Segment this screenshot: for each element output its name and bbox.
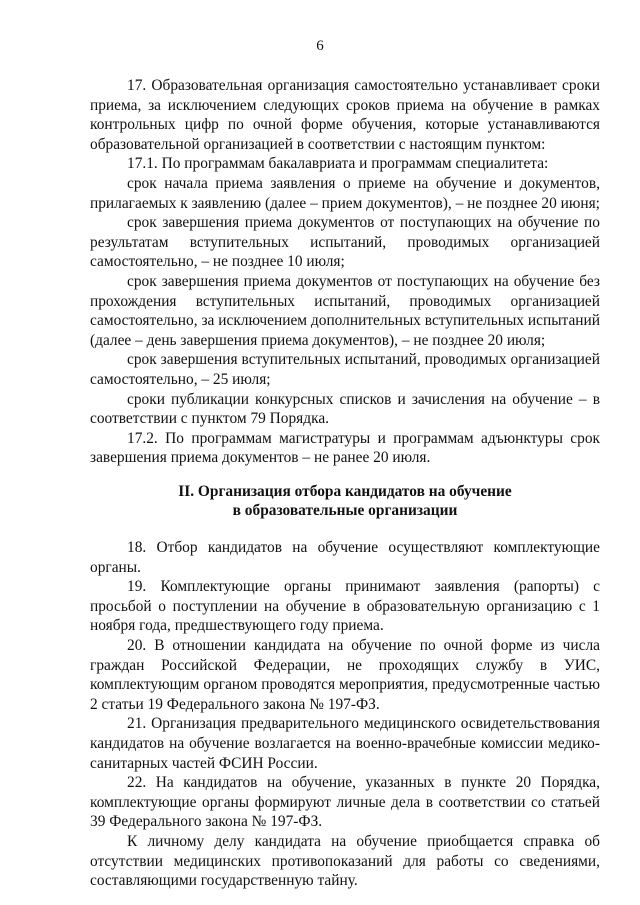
paragraph-publication: сроки публикации конкурсных списков и зачисления на обучение – в соответствии с пунктом 79 Порядка. (90, 390, 600, 428)
paragraph-17: 17. Образовательная организация самостоятельно устанавливает сроки приема, за исключением следующих сроков приема на обучение в рамках контрольных цифр по очной форме обучения, которые устанавливаются образовательной организацией в соответствии с настоящим пунктом: (90, 77, 600, 153)
section-heading (90, 482, 600, 521)
paragraph-22: 22. На кандидатов на обучение, указанных в пункте 20 Порядка, комплектующие органы формируют личные дела в соответствии со статьей 39 Федерального закона № 197-ФЗ. (90, 774, 600, 831)
paragraph-21: 21. Организация предварительного медицинского освидетельствования кандидатов на обучение возлагается на военно-врачебные комиссии медико-санитарных частей ФСИН России. (90, 715, 600, 772)
paragraph-end-of-exams: срок завершения вступительных испытаний, проводимых организацией самостоятельно, – 25 июля; (90, 351, 600, 388)
section-heading-line-1: II. Организация отбора кандидатов на обучение (178, 482, 512, 500)
page-number: 6 (316, 38, 324, 54)
document-body (90, 76, 600, 891)
paragraph-17-1: 17.1. По программам бакалавриата и программам специалитета: (127, 155, 549, 173)
paragraph-19: 19. Комплектующие органы принимают заявления (рапорты) с просьбой о поступлении на обучение в образовательную организацию с 1 ноября года, предшествующего году приема. (90, 578, 600, 635)
paragraph-18: 18. Отбор кандидатов на обучение осуществляют комплектующие органы. (90, 539, 600, 576)
paragraph-personal-file: К личному делу кандидата на обучение приобщается справка об отсутствии медицинских противопоказаний для работы со сведениями, составляющими государственную тайну. (90, 832, 600, 890)
paragraph-start-of-acceptance: срок начала приема заявления о приеме на обучение и документов, прилагаемых к заявлению (далее – прием документов), – не позднее 20 июня; (90, 174, 600, 212)
paragraph-end-with-exams: срок завершения приема документов от поступающих на обучение по результатам вступительных испытаний, проводимых организацией самостоятельно, – не позднее 10 июля; (90, 214, 600, 271)
paragraph-end-without-exams: срок завершения приема документов от поступающих на обучение без прохождения вступительных испытаний, проводимых организацией самостоятельно, за исключением дополнительных вступительных испытаний (далее – день завершения приема документов), – не позднее 20 июля; (90, 272, 600, 349)
paragraph-20: 20. В отношении кандидата на обучение по очной форме из числа граждан Российской Федерации, не проходящих службу в УИС, комплектующим органом проводятся мероприятия, предусмотренные частью 2 статьи 19 Федерального закона № 197-ФЗ. (90, 637, 600, 713)
paragraph-17-2: 17.2. По программам магистратуры и программам адъюнктуры срок завершения приема документов – не ранее 20 июля. (90, 429, 600, 467)
section-heading-line-2: в образовательные организации (232, 502, 458, 520)
